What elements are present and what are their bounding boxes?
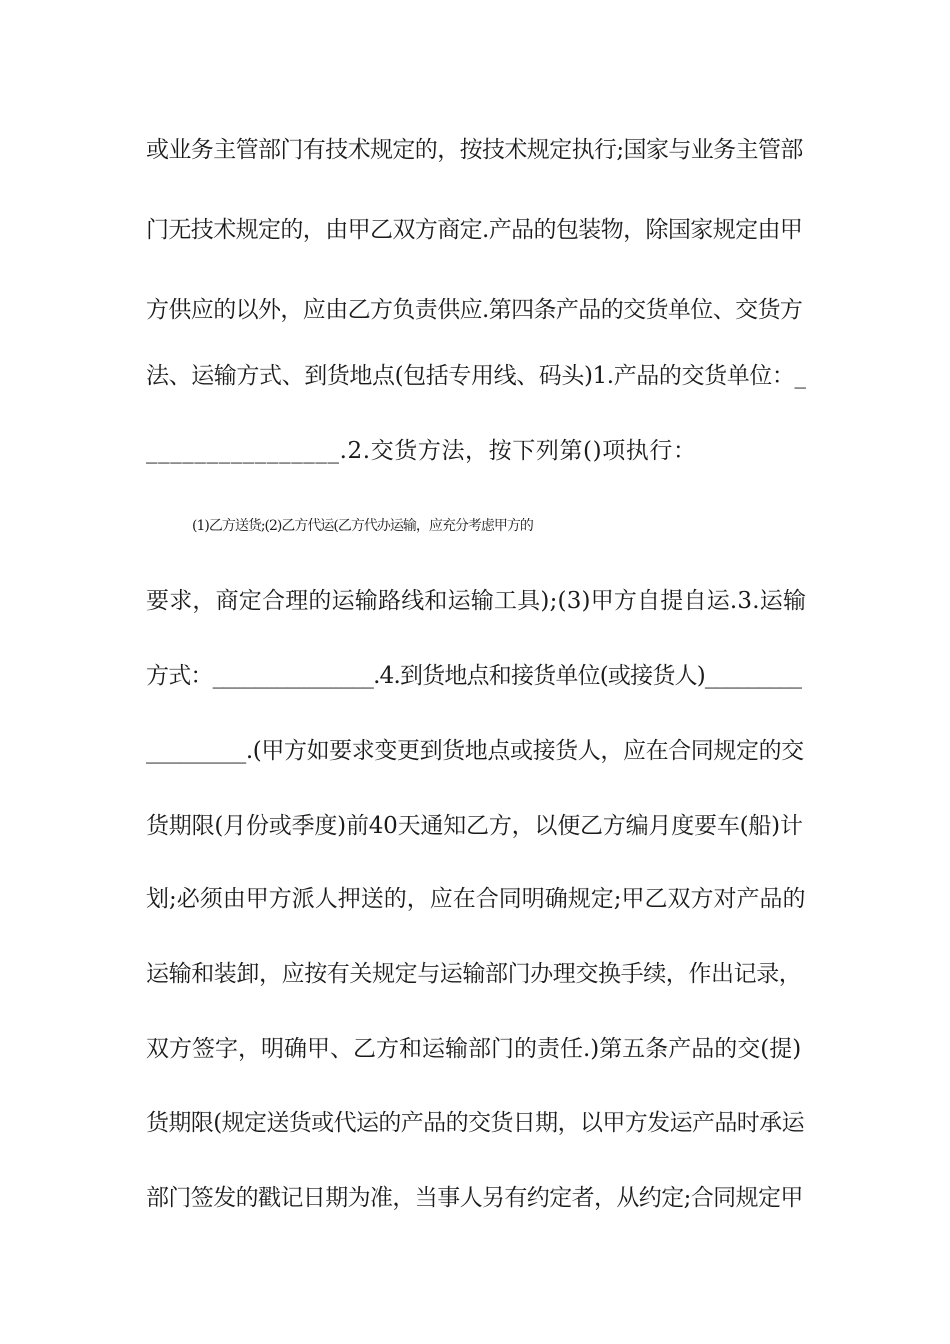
- text-line-2: 门无技术规定的，由甲乙双方商定.产品的包装物，除国家规定由甲: [146, 217, 803, 243]
- text-line-3: 方供应的以外，应由乙方负责供应.第四条产品的交货单位、交货方: [146, 297, 803, 323]
- text-line-4: 法、运输方式、到货地点(包括专用线、码头)1.产品的交货单位：_: [146, 363, 806, 389]
- text-line-15: 部门签发的戳记日期为准，当事人另有约定者，从约定;合同规定甲: [146, 1185, 803, 1211]
- text-line-6: (1)乙方送货;(2)乙方代运(乙方代办运输，应充分考虑甲方的: [192, 518, 533, 534]
- text-line-9: _________.(甲方如要求变更到货地点或接货人，应在合同规定的交: [146, 738, 804, 764]
- text-line-12: 运输和装卸，应按有关规定与运输部门办理交换手续，作出记录，: [146, 961, 802, 987]
- text-line-7: 要求，商定合理的运输路线和运输工具);(3)甲方自提自运.3.运输: [146, 588, 807, 614]
- text-line-13: 双方签字，明确甲、乙方和运输部门的责任.)第五条产品的交(提): [146, 1036, 802, 1062]
- text-line-11: 划;必须由甲方派人押送的，应在合同明确规定;甲乙双方对产品的: [146, 886, 806, 912]
- text-line-8: 方式：_______________.4.到货地点和接货单位(或接货人)_________: [146, 663, 802, 689]
- text-line-14: 货期限(规定送货或代运的产品的交货日期，以甲方发运产品时承运: [146, 1110, 804, 1136]
- text-line-5: ________________.2.交货方法，按下列第()项执行：: [146, 438, 697, 464]
- text-line-10: 货期限(月份或季度)前40天通知乙方，以便乙方编月度要车(船)计: [146, 813, 803, 839]
- text-line-1: 或业务主管部门有技术规定的，按技术规定执行;国家与业务主管部: [146, 137, 803, 163]
